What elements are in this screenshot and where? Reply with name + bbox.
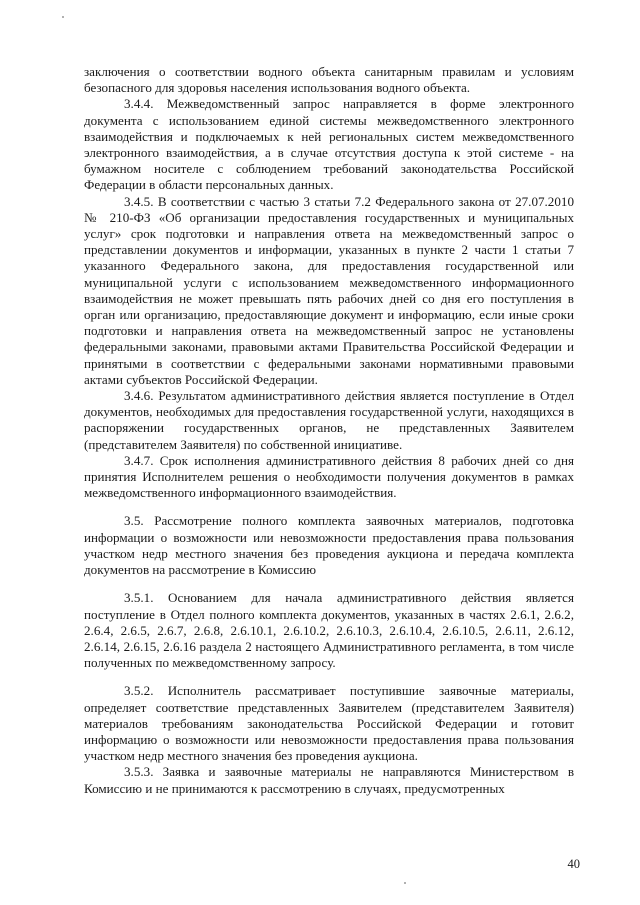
page-number: 40	[567, 857, 580, 871]
paragraph-3-4-7: 3.4.7. Срок исполнения административного действия 8 рабочих дней со дня принятия Исполнителем решения о необходимости получения документов в рамках межведомственного информационного взаимодействия.	[84, 452, 574, 501]
scan-speck	[404, 882, 406, 884]
paragraph-3-4-5: 3.4.5. В соответствии с частью 3 статьи 7.2 Федерального закона от 27.07.2010 № 210-ФЗ «Об организации предоставления государственных и муниципальных услуг» срок подготовки и направления ответа на межведомственный запрос о представлении документов и информации, указанных в пункте 2 части 1 статьи 7 указанного Федерального закона, для предоставления государственной или муниципальной услуги с использованием межведомственного информационного взаимодействия не может превышать пять рабочих дней со дня его поступления в орган или организацию, предоставляющие документ и информацию, если иные сроки подготовки и направления ответа на межведомственный запрос не установлены федеральными законами, правовыми актами Правительства Российской Федерации и принятыми в соответствии с федеральными законами нормативными правовыми актами субъектов Российской Федерации.	[84, 193, 574, 387]
paragraph-water-conclusion: заключения о соответствии водного объекта санитарным правилам и условиям безопасного для здоровья населения использования водного объекта.	[84, 64, 574, 96]
scan-speck	[62, 16, 64, 18]
section-heading-3-5: 3.5. Рассмотрение полного комплекта заявочных материалов, подготовка информации о возможности или невозможности предоставления права пользования участком недр местного значения без проведения аукциона и передача комплекта документов на рассмотрение в Комиссию	[84, 513, 574, 578]
paragraph-3-5-1: 3.5.1. Основанием для начала административного действия является поступление в Отдел полного комплекта документов, указанных в частях 2.6.1, 2.6.2, 2.6.4, 2.6.5, 2.6.7, 2.6.8, 2.6.10.1, 2.6.10.2, 2.6.10.3, 2.6.10.4, 2.6.10.5, 2.6.11, 2.6.12, 2.6.14, 2.6.15, 2.6.16 раздела 2 настоящего Административного регламента, в том числе полученных по межведомственному запросу.	[84, 590, 574, 671]
paragraph-3-5-3: 3.5.3. Заявка и заявочные материалы не направляются Министерством в Комиссию и не принимаются к рассмотрению в случаях, предусмотренных	[84, 764, 574, 796]
paragraph-3-5-2: 3.5.2. Исполнитель рассматривает поступившие заявочные материалы, определяет соответствие представленных Заявителем (представителем Заявителя) материалов требованиям законодательства Российской Федерации и готовит информацию о возможности или невозможности предоставления права пользования участком недр местного значения без проведения аукциона.	[84, 683, 574, 764]
paragraph-3-4-4: 3.4.4. Межведомственный запрос направляется в форме электронного документа с использованием единой системы межведомственного электронного взаимодействия и подключаемых к ней региональных систем межведомственного электронного взаимодействия, а в случае отсутствия доступа к этой системе - на бумажном носителе с соблюдением требований законодательства Российской Федерации в области персональных данных.	[84, 96, 574, 193]
paragraph-3-4-6: 3.4.6. Результатом административного действия является поступление в Отдел документов, необходимых для предоставления государственной услуги, находящихся в распоряжении государственных органов, не представленных Заявителем (представителем Заявителя) по собственной инициативе.	[84, 388, 574, 452]
document-body	[84, 64, 574, 797]
